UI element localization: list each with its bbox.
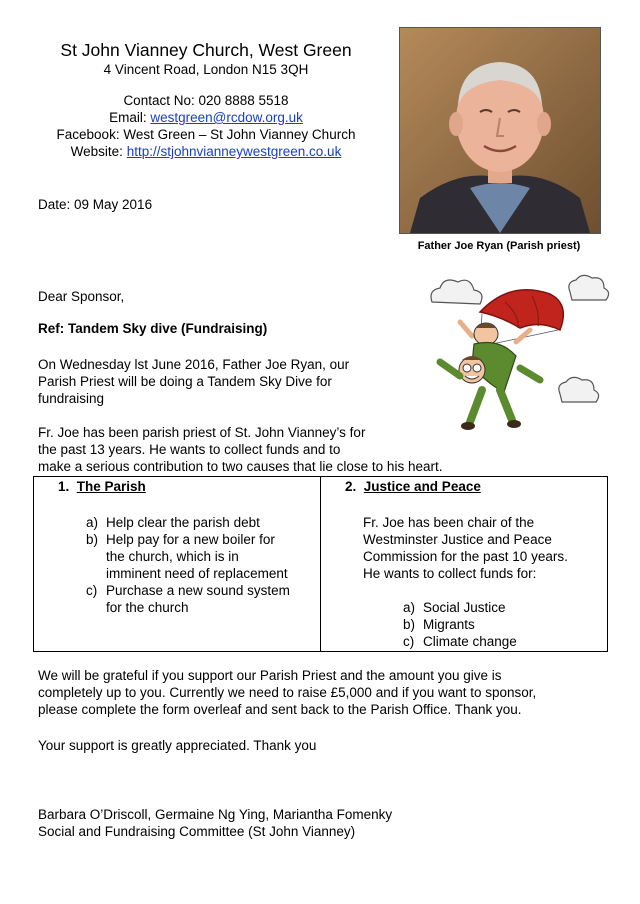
priest-photo	[399, 27, 601, 234]
photo-caption: Father Joe Ryan (Parish priest)	[417, 240, 581, 252]
list-item: c) Climate change	[403, 634, 517, 649]
website-link[interactable]: http://stjohnvianneywestgreen.co.uk	[126, 144, 342, 159]
website-line: Website: http://stjohnvianneywestgreen.co.uk	[70, 144, 342, 159]
paragraph-3: We will be grateful if you support our Parish Priest and the amount you give is completely up to you. Currently we need to raise £5,000 and if you want to sponsor, please complete the form overleaf and sent back to the Parish Office. Thank you.	[38, 668, 537, 717]
email-line: Email: westgreen@rcdow.org.uk	[109, 110, 303, 125]
facebook-line: Facebook: West Green – St John Vianney Church	[56, 127, 356, 142]
causes-table	[33, 476, 608, 652]
list-item: a) Help clear the parish debt	[86, 515, 260, 530]
cause-intro: Fr. Joe has been chair of the Westminster Justice and Peace Commission for the past 10 years. He wants to collect funds for:	[363, 515, 568, 581]
skydivers-icon	[440, 322, 540, 430]
email-link[interactable]: westgreen@rcdow.org.uk	[150, 110, 303, 125]
cloud-icon	[569, 275, 609, 300]
paragraph-1: On Wednesday lst June 2016, Father Joe Ryan, our Parish Priest will be doing a Tandem Sky Dive for fundraising	[38, 357, 350, 406]
cause-heading: 1. The Parish	[58, 479, 146, 494]
cause-heading: 2. Justice and Peace	[345, 479, 481, 494]
signatories: Barbara O’Driscoll, Germaine Ng Ying, Mariantha Fomenky	[38, 807, 393, 822]
letterhead	[20, 40, 392, 160]
cloud-icon	[559, 377, 599, 402]
committee-name: Social and Fundraising Committee (St John Vianney)	[38, 824, 356, 839]
list-item: a) Social Justice	[403, 600, 506, 615]
church-address: 4 Vincent Road, London N15 3QH	[103, 62, 309, 77]
letter-date: Date: 09 May 2016	[38, 197, 153, 212]
contact-number: Contact No: 020 8888 5518	[123, 93, 289, 108]
salutation: Dear Sponsor,	[38, 289, 125, 304]
list-item: c) Purchase a new sound system for the church	[86, 583, 290, 615]
cloud-icon	[431, 280, 482, 304]
skydive-illustration	[420, 272, 620, 442]
cause-justice-peace	[321, 477, 608, 652]
list-item: b) Help pay for a new boiler for the church, which is in imminent need of replacement	[86, 532, 288, 581]
paragraph-4: Your support is greatly appreciated. Thank you	[38, 738, 317, 753]
list-item: b) Migrants	[403, 617, 475, 632]
reference-line: Ref: Tandem Sky dive (Fundraising)	[38, 321, 268, 336]
cause-parish	[34, 477, 321, 652]
church-name: St John Vianney Church, West Green	[60, 40, 352, 60]
signature-block	[38, 806, 392, 840]
paragraph-2: Fr. Joe has been parish priest of St. John Vianney’s for the past 13 years. He wants to collect funds and to make a serious contribution to two causes that lie close to his heart.	[38, 425, 443, 474]
